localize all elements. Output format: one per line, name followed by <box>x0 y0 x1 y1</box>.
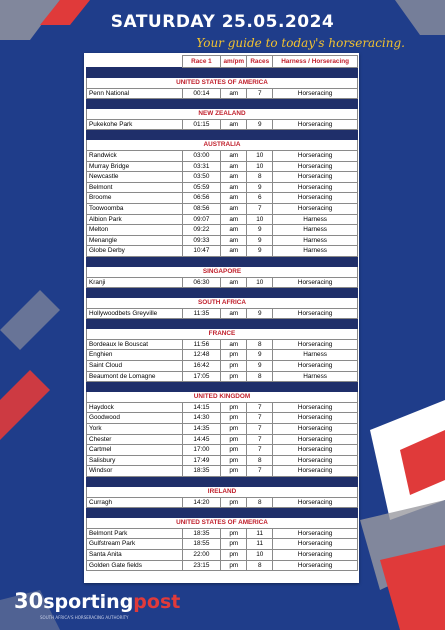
races-cell: 7 <box>247 88 273 99</box>
venue-cell: Broome <box>87 193 183 204</box>
time-cell: 14:45 <box>182 434 221 445</box>
venue-cell: Goodwood <box>87 413 183 424</box>
type-cell: Horseracing <box>273 203 358 214</box>
ampm-cell: am <box>221 88 247 99</box>
ampm-cell: pm <box>221 560 247 571</box>
time-cell: 05:59 <box>182 182 221 193</box>
time-cell: 03:00 <box>182 150 221 161</box>
type-cell: Harness <box>273 235 358 246</box>
type-cell: Harness <box>273 371 358 382</box>
races-cell: 7 <box>247 402 273 413</box>
venue-cell: Albion Park <box>87 214 183 225</box>
time-cell: 23:15 <box>182 560 221 571</box>
time-cell: 22:00 <box>182 549 221 560</box>
ampm-cell: pm <box>221 497 247 508</box>
time-cell: 14:20 <box>182 497 221 508</box>
table-row <box>87 413 358 424</box>
races-cell: 7 <box>247 466 273 477</box>
table-row <box>87 466 358 477</box>
type-cell: Horseracing <box>273 182 358 193</box>
table-row <box>87 214 358 225</box>
type-cell: Horseracing <box>273 308 358 319</box>
header-race1: Race 1 <box>182 56 221 68</box>
races-cell: 9 <box>247 225 273 236</box>
type-cell: Horseracing <box>273 424 358 435</box>
venue-cell: Chester <box>87 434 183 445</box>
table-row <box>87 203 358 214</box>
table-row <box>87 539 358 550</box>
ampm-cell: am <box>221 308 247 319</box>
venue-cell: Belmont <box>87 182 183 193</box>
table-row <box>87 161 358 172</box>
section-divider <box>87 288 358 298</box>
table-row <box>87 528 358 539</box>
venue-cell: Cartmel <box>87 445 183 456</box>
header-type: Harness / Horseracing <box>273 56 358 68</box>
schedule-card <box>84 53 359 583</box>
races-cell: 7 <box>247 445 273 456</box>
divider-cell <box>87 319 358 329</box>
ampm-cell: am <box>221 182 247 193</box>
divider-cell <box>87 256 358 266</box>
logo-sporting: sporting <box>43 591 134 613</box>
ampm-cell: pm <box>221 361 247 372</box>
ampm-cell: pm <box>221 350 247 361</box>
type-cell: Horseracing <box>273 455 358 466</box>
time-cell: 10:47 <box>182 246 221 257</box>
time-cell: 06:30 <box>182 277 221 288</box>
country-heading: NEW ZEALAND <box>87 109 358 120</box>
time-cell: 11:56 <box>182 339 221 350</box>
ampm-cell: am <box>221 225 247 236</box>
sportingpost-logo <box>14 589 181 620</box>
table-row <box>87 193 358 204</box>
time-cell: 18:35 <box>182 466 221 477</box>
type-cell: Horseracing <box>273 277 358 288</box>
table-row <box>87 560 358 571</box>
time-cell: 14:30 <box>182 413 221 424</box>
type-cell: Horseracing <box>273 119 358 130</box>
country-heading-row <box>87 298 358 309</box>
ampm-cell: pm <box>221 424 247 435</box>
ampm-cell: pm <box>221 528 247 539</box>
time-cell: 18:35 <box>182 528 221 539</box>
table-row <box>87 549 358 560</box>
divider-cell <box>87 477 358 487</box>
races-cell: 9 <box>247 235 273 246</box>
time-cell: 09:07 <box>182 214 221 225</box>
ampm-cell: pm <box>221 371 247 382</box>
venue-cell: York <box>87 424 183 435</box>
venue-cell: Windsor <box>87 466 183 477</box>
divider-cell <box>87 382 358 392</box>
table-row <box>87 246 358 257</box>
venue-cell: Bordeaux le Bouscat <box>87 339 183 350</box>
logo-number: 30 <box>14 589 44 613</box>
country-heading: SINGAPORE <box>87 266 358 277</box>
divider-cell <box>87 68 358 78</box>
country-heading-row <box>87 329 358 340</box>
races-cell: 10 <box>247 277 273 288</box>
ampm-cell: pm <box>221 402 247 413</box>
time-cell: 09:22 <box>182 225 221 236</box>
venue-cell: Curragh <box>87 497 183 508</box>
venue-cell: Pukekohe Park <box>87 119 183 130</box>
venue-cell: Beaumont de Lomagne <box>87 371 183 382</box>
section-divider <box>87 99 358 109</box>
section-divider <box>87 130 358 140</box>
races-cell: 10 <box>247 549 273 560</box>
divider-cell <box>87 288 358 298</box>
type-cell: Horseracing <box>273 402 358 413</box>
time-cell: 18:55 <box>182 539 221 550</box>
races-cell: 10 <box>247 161 273 172</box>
type-cell: Horseracing <box>273 88 358 99</box>
type-cell: Horseracing <box>273 172 358 183</box>
type-cell: Horseracing <box>273 361 358 372</box>
venue-cell: Murray Bridge <box>87 161 183 172</box>
table-row <box>87 361 358 372</box>
table-row <box>87 119 358 130</box>
ampm-cell: am <box>221 339 247 350</box>
type-cell: Harness <box>273 246 358 257</box>
type-cell: Horseracing <box>273 497 358 508</box>
time-cell: 17:05 <box>182 371 221 382</box>
races-cell: 8 <box>247 371 273 382</box>
races-cell: 7 <box>247 434 273 445</box>
races-cell: 8 <box>247 339 273 350</box>
logo-tagline: SOUTH AFRICA'S HORSERACING AUTHORITY <box>40 615 129 620</box>
venue-cell: Newcastle <box>87 172 183 183</box>
table-header-row <box>87 56 358 68</box>
time-cell: 11:35 <box>182 308 221 319</box>
time-cell: 09:33 <box>182 235 221 246</box>
header-blank <box>87 56 183 68</box>
ampm-cell: am <box>221 214 247 225</box>
ampm-cell: am <box>221 235 247 246</box>
page-subtitle: Your guide to today's horseracing. <box>196 36 405 50</box>
time-cell: 03:50 <box>182 172 221 183</box>
ampm-cell: pm <box>221 466 247 477</box>
races-cell: 9 <box>247 350 273 361</box>
ampm-cell: pm <box>221 445 247 456</box>
country-heading-row <box>87 78 358 89</box>
table-row <box>87 235 358 246</box>
ampm-cell: am <box>221 161 247 172</box>
time-cell: 16:42 <box>182 361 221 372</box>
type-cell: Horseracing <box>273 413 358 424</box>
table-row <box>87 339 358 350</box>
type-cell: Horseracing <box>273 434 358 445</box>
time-cell: 17:49 <box>182 455 221 466</box>
type-cell: Harness <box>273 350 358 361</box>
races-cell: 11 <box>247 528 273 539</box>
races-cell: 9 <box>247 246 273 257</box>
ampm-cell: pm <box>221 434 247 445</box>
venue-cell: Saint Cloud <box>87 361 183 372</box>
logo-post: post <box>133 591 181 613</box>
races-cell: 11 <box>247 539 273 550</box>
country-heading: IRELAND <box>87 487 358 498</box>
table-row <box>87 434 358 445</box>
venue-cell: Toowoomba <box>87 203 183 214</box>
section-divider <box>87 508 358 518</box>
time-cell: 01:15 <box>182 119 221 130</box>
type-cell: Horseracing <box>273 339 358 350</box>
races-cell: 10 <box>247 150 273 161</box>
type-cell: Horseracing <box>273 539 358 550</box>
type-cell: Horseracing <box>273 549 358 560</box>
time-cell: 06:56 <box>182 193 221 204</box>
table-row <box>87 445 358 456</box>
time-cell: 03:31 <box>182 161 221 172</box>
venue-cell: Randwick <box>87 150 183 161</box>
table-row <box>87 350 358 361</box>
time-cell: 00:14 <box>182 88 221 99</box>
section-divider <box>87 68 358 78</box>
venue-cell: Golden Gate fields <box>87 560 183 571</box>
venue-cell: Salisbury <box>87 455 183 466</box>
ampm-cell: am <box>221 119 247 130</box>
header-ampm: am/pm <box>221 56 247 68</box>
table-row <box>87 497 358 508</box>
races-cell: 9 <box>247 119 273 130</box>
section-divider <box>87 256 358 266</box>
country-heading-row <box>87 392 358 403</box>
races-cell: 7 <box>247 203 273 214</box>
venue-cell: Melton <box>87 225 183 236</box>
type-cell: Horseracing <box>273 528 358 539</box>
venue-cell: Menangle <box>87 235 183 246</box>
table-row <box>87 172 358 183</box>
ampm-cell: am <box>221 193 247 204</box>
race-schedule-table <box>86 55 358 571</box>
races-cell: 7 <box>247 413 273 424</box>
country-heading: UNITED STATES OF AMERICA <box>87 78 358 89</box>
races-cell: 8 <box>247 455 273 466</box>
table-row <box>87 308 358 319</box>
time-cell: 14:35 <box>182 424 221 435</box>
table-row <box>87 225 358 236</box>
ampm-cell: am <box>221 246 247 257</box>
races-cell: 6 <box>247 193 273 204</box>
venue-cell: Kranji <box>87 277 183 288</box>
type-cell: Harness <box>273 225 358 236</box>
ampm-cell: am <box>221 150 247 161</box>
type-cell: Horseracing <box>273 466 358 477</box>
page-title: SATURDAY 25.05.2024 <box>110 12 335 32</box>
venue-cell: Santa Anita <box>87 549 183 560</box>
races-cell: 9 <box>247 308 273 319</box>
schedule-body <box>87 56 358 571</box>
country-heading: UNITED STATES OF AMERICA <box>87 518 358 529</box>
venue-cell: Belmont Park <box>87 528 183 539</box>
time-cell: 17:00 <box>182 445 221 456</box>
races-cell: 8 <box>247 497 273 508</box>
ampm-cell: am <box>221 277 247 288</box>
ampm-cell: am <box>221 172 247 183</box>
races-cell: 10 <box>247 214 273 225</box>
ampm-cell: pm <box>221 549 247 560</box>
table-row <box>87 424 358 435</box>
country-heading-row <box>87 266 358 277</box>
ampm-cell: pm <box>221 413 247 424</box>
divider-cell <box>87 508 358 518</box>
country-heading-row <box>87 109 358 120</box>
venue-cell: Haydock <box>87 402 183 413</box>
country-heading: AUSTRALIA <box>87 140 358 151</box>
section-divider <box>87 382 358 392</box>
ampm-cell: pm <box>221 539 247 550</box>
time-cell: 12:48 <box>182 350 221 361</box>
ampm-cell: am <box>221 203 247 214</box>
venue-cell: Hollywoodbets Greyville <box>87 308 183 319</box>
country-heading-row <box>87 487 358 498</box>
table-row <box>87 402 358 413</box>
table-row <box>87 455 358 466</box>
venue-cell: Enghien <box>87 350 183 361</box>
divider-cell <box>87 130 358 140</box>
country-heading: UNITED KINGDOM <box>87 392 358 403</box>
type-cell: Horseracing <box>273 560 358 571</box>
races-cell: 8 <box>247 172 273 183</box>
country-heading-row <box>87 140 358 151</box>
country-heading: SOUTH AFRICA <box>87 298 358 309</box>
races-cell: 9 <box>247 182 273 193</box>
country-heading: FRANCE <box>87 329 358 340</box>
races-cell: 7 <box>247 424 273 435</box>
type-cell: Horseracing <box>273 161 358 172</box>
table-row <box>87 277 358 288</box>
section-divider <box>87 477 358 487</box>
type-cell: Horseracing <box>273 193 358 204</box>
type-cell: Horseracing <box>273 150 358 161</box>
country-heading-row <box>87 518 358 529</box>
table-row <box>87 88 358 99</box>
type-cell: Horseracing <box>273 445 358 456</box>
header-races: Races <box>247 56 273 68</box>
venue-cell: Gulfstream Park <box>87 539 183 550</box>
section-divider <box>87 319 358 329</box>
time-cell: 14:15 <box>182 402 221 413</box>
time-cell: 08:56 <box>182 203 221 214</box>
divider-cell <box>87 99 358 109</box>
races-cell: 9 <box>247 361 273 372</box>
venue-cell: Globe Derby <box>87 246 183 257</box>
races-cell: 8 <box>247 560 273 571</box>
table-row <box>87 182 358 193</box>
table-row <box>87 150 358 161</box>
type-cell: Harness <box>273 214 358 225</box>
ampm-cell: pm <box>221 455 247 466</box>
table-row <box>87 371 358 382</box>
venue-cell: Penn National <box>87 88 183 99</box>
